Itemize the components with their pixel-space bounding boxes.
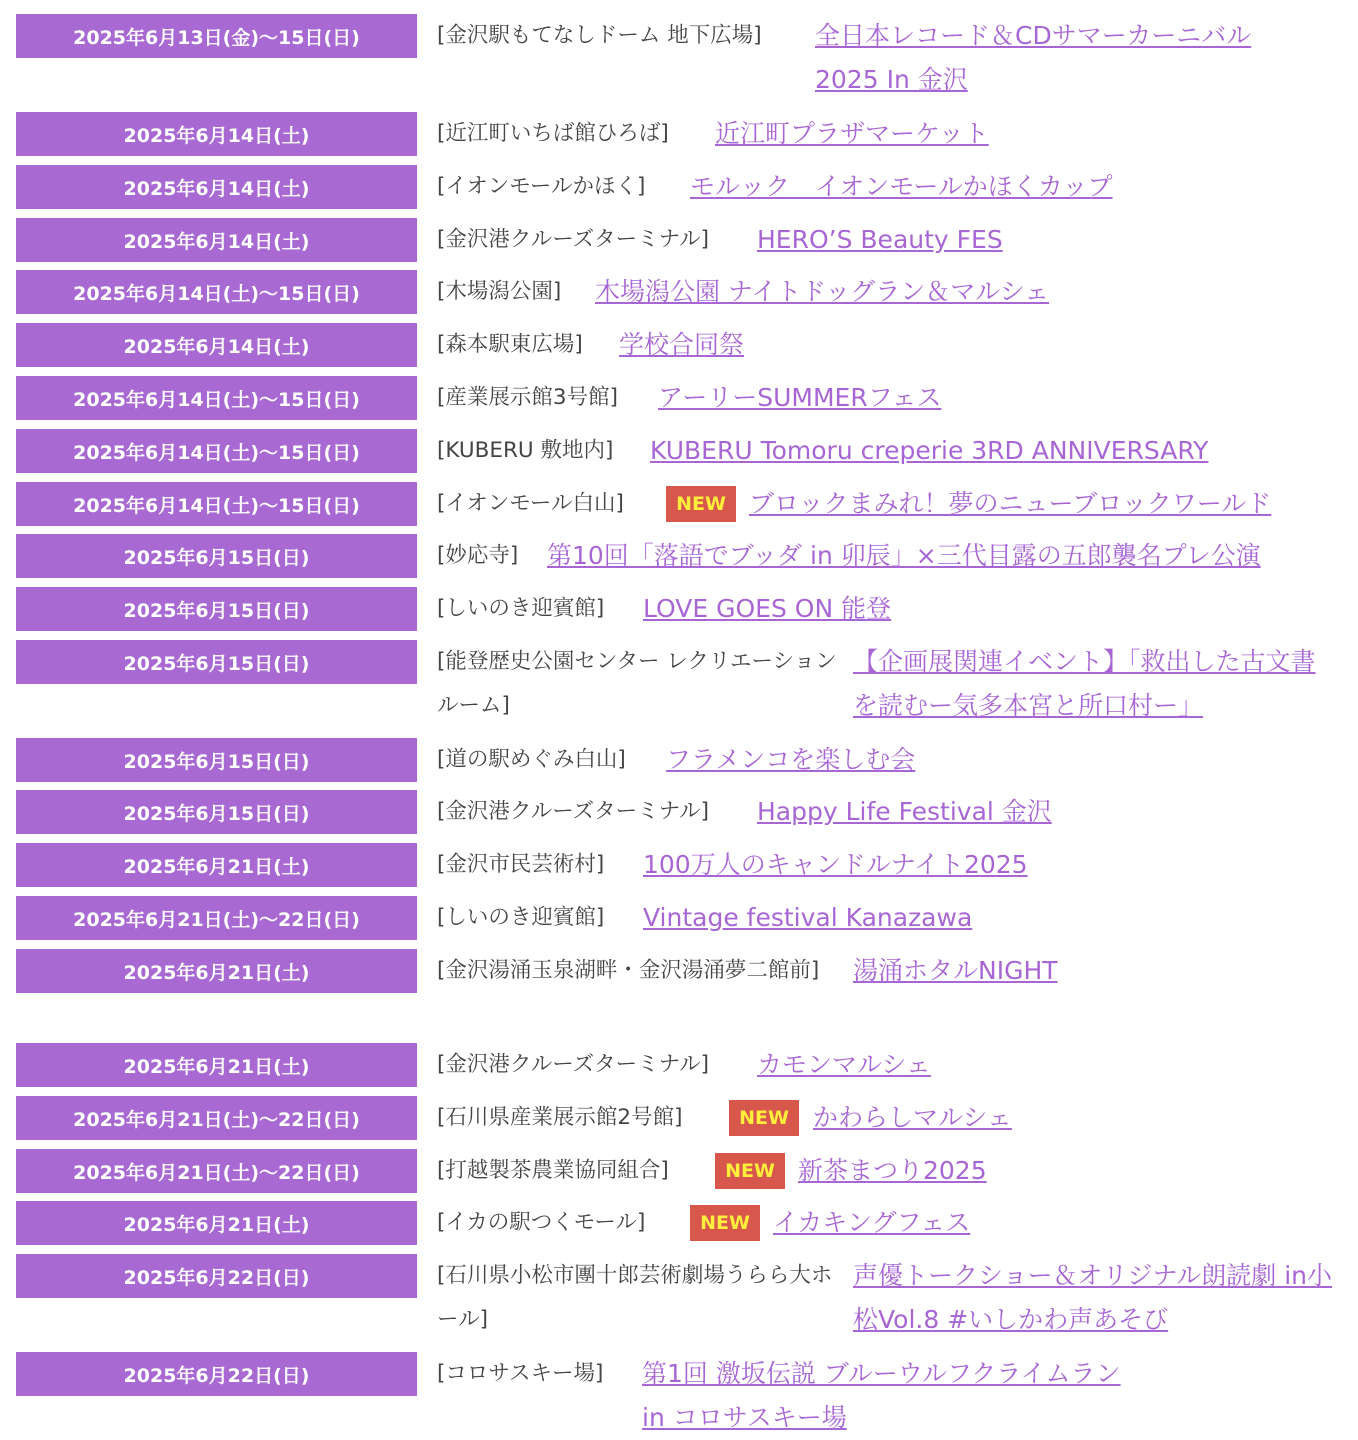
event-venue: [金沢湯涌玉泉湖畔・金沢湯涌夢二館前] (437, 958, 820, 983)
event-date-badge: 2025年6月14日(土)～15日(日) (16, 270, 417, 314)
event-venue: [しいのき迎賓館] (437, 905, 605, 930)
event-date-badge: 2025年6月21日(土)～22日(日) (16, 1096, 417, 1140)
event-title-link[interactable]: LOVE GOES ON 能登 (643, 594, 892, 623)
event-title-link[interactable]: 全日本レコード＆CDサマーカーニバル 2025 In 金沢 (815, 21, 1252, 94)
event-date-badge: 2025年6月14日(土) (16, 323, 417, 367)
event-date-badge: 2025年6月22日(日) (16, 1254, 417, 1298)
event-venue: [金沢港クルーズターミナル] (437, 227, 709, 252)
event-venue: [イオンモールかほく] (437, 174, 646, 199)
event-date-badge: 2025年6月22日(日) (16, 1352, 417, 1396)
event-title-link[interactable]: ブロックまみれ！夢のニューブロックワールド (749, 489, 1272, 518)
event-venue: [コロサスキー場] (437, 1361, 604, 1386)
event-date-badge: 2025年6月21日(土)～22日(日) (16, 1149, 417, 1193)
event-title-link[interactable]: モルック イオンモールかほくカップ (690, 172, 1113, 201)
event-venue: [打越製茶農業協同組合] (437, 1158, 669, 1183)
event-title-link[interactable]: かわらしマルシェ (813, 1103, 1012, 1132)
event-venue: [産業展示館3号館] (437, 385, 618, 410)
event-venue: [石川県産業展示館2号館] (437, 1105, 683, 1130)
event-title-link[interactable]: 【企画展関連イベント】「救出した古文書を読むー気多本宮と所口村ー」 (853, 647, 1316, 720)
event-date-badge: 2025年6月15日(日) (16, 738, 417, 782)
event-date-badge: 2025年6月21日(土) (16, 1201, 417, 1245)
event-date-badge: 2025年6月15日(日) (16, 587, 417, 631)
event-date-badge: 2025年6月21日(土) (16, 949, 417, 993)
event-venue: [森本駅東広場] (437, 332, 583, 357)
event-venue: [KUBERU 敷地内] (437, 438, 614, 463)
event-title-link[interactable]: カモンマルシェ (757, 1050, 931, 1079)
event-venue: [木場潟公園] (437, 279, 562, 304)
event-venue: [イオンモール白山] (437, 491, 624, 516)
event-date-badge: 2025年6月14日(土)～15日(日) (16, 482, 417, 526)
event-date-badge: 2025年6月21日(土)～22日(日) (16, 896, 417, 940)
event-date-badge: 2025年6月14日(土)～15日(日) (16, 429, 417, 473)
event-date-badge: 2025年6月15日(日) (16, 640, 417, 684)
event-date-badge: 2025年6月13日(金)～15日(日) (16, 14, 417, 58)
event-title-link[interactable]: 湯涌ホタルNIGHT (853, 956, 1058, 985)
event-title-link[interactable]: 第10回「落語でブッダ in 卯辰」×三代目露の五郎襲名プレ公演 (547, 541, 1261, 570)
event-venue: [しいのき迎賓館] (437, 596, 605, 621)
event-date-badge: 2025年6月15日(日) (16, 790, 417, 834)
new-badge: NEW (729, 1100, 799, 1136)
event-venue: [金沢港クルーズターミナル] (437, 799, 709, 824)
event-title-link[interactable]: イカキングフェス (773, 1208, 971, 1237)
event-venue: [石川県小松市團十郎芸術劇場うらら大ホール] (437, 1263, 833, 1332)
event-date-badge: 2025年6月14日(土) (16, 112, 417, 156)
event-title-link[interactable]: 新茶まつり2025 (798, 1156, 987, 1185)
event-venue: [金沢港クルーズターミナル] (437, 1052, 709, 1077)
event-venue: [近江町いちば館ひろば] (437, 121, 669, 146)
new-badge: NEW (715, 1153, 785, 1189)
event-date-badge: 2025年6月15日(日) (16, 534, 417, 578)
event-title-link[interactable]: 木場潟公園 ナイトドッグラン＆マルシェ (595, 277, 1050, 306)
event-title-link[interactable]: 第1回 激坂伝説 ブルーウルフクライムラン in コロサスキー場 (642, 1359, 1121, 1432)
event-title-link[interactable]: Vintage festival Kanazawa (643, 903, 973, 932)
new-badge: NEW (666, 486, 736, 522)
event-venue: [金沢市民芸術村] (437, 852, 605, 877)
event-title-link[interactable]: 近江町プラザマーケット (715, 119, 989, 148)
event-title-link[interactable]: フラメンコを楽しむ会 (666, 745, 916, 774)
event-date-badge: 2025年6月21日(土) (16, 843, 417, 887)
event-venue: [金沢駅もてなしドーム 地下広場] (437, 23, 762, 48)
event-title-link[interactable]: 100万人のキャンドルナイト2025 (643, 850, 1028, 879)
event-date-badge: 2025年6月14日(土)～15日(日) (16, 376, 417, 420)
event-date-badge: 2025年6月14日(土) (16, 218, 417, 262)
event-title-link[interactable]: HERO’S Beauty FES (757, 225, 1003, 254)
new-badge: NEW (690, 1205, 760, 1241)
event-venue: [妙応寺] (437, 543, 519, 568)
event-title-link[interactable]: KUBERU Tomoru creperie 3RD ANNIVERSARY (650, 436, 1209, 465)
event-venue: [イカの駅つくモール] (437, 1210, 646, 1235)
event-title-link[interactable]: 学校合同祭 (619, 330, 745, 359)
event-date-badge: 2025年6月21日(土) (16, 1043, 417, 1087)
event-venue: [能登歴史公園センター レクリエーションルーム] (437, 649, 837, 718)
event-date-badge: 2025年6月14日(土) (16, 165, 417, 209)
event-title-link[interactable]: 声優トークショー＆オリジナル朗読劇 in小松Vol.8 #いしかわ声あそび (853, 1261, 1332, 1334)
event-title-link[interactable]: アーリーSUMMERフェス (658, 383, 942, 412)
event-venue: [道の駅めぐみ白山] (437, 747, 626, 772)
event-title-link[interactable]: Happy Life Festival 金沢 (757, 797, 1052, 826)
